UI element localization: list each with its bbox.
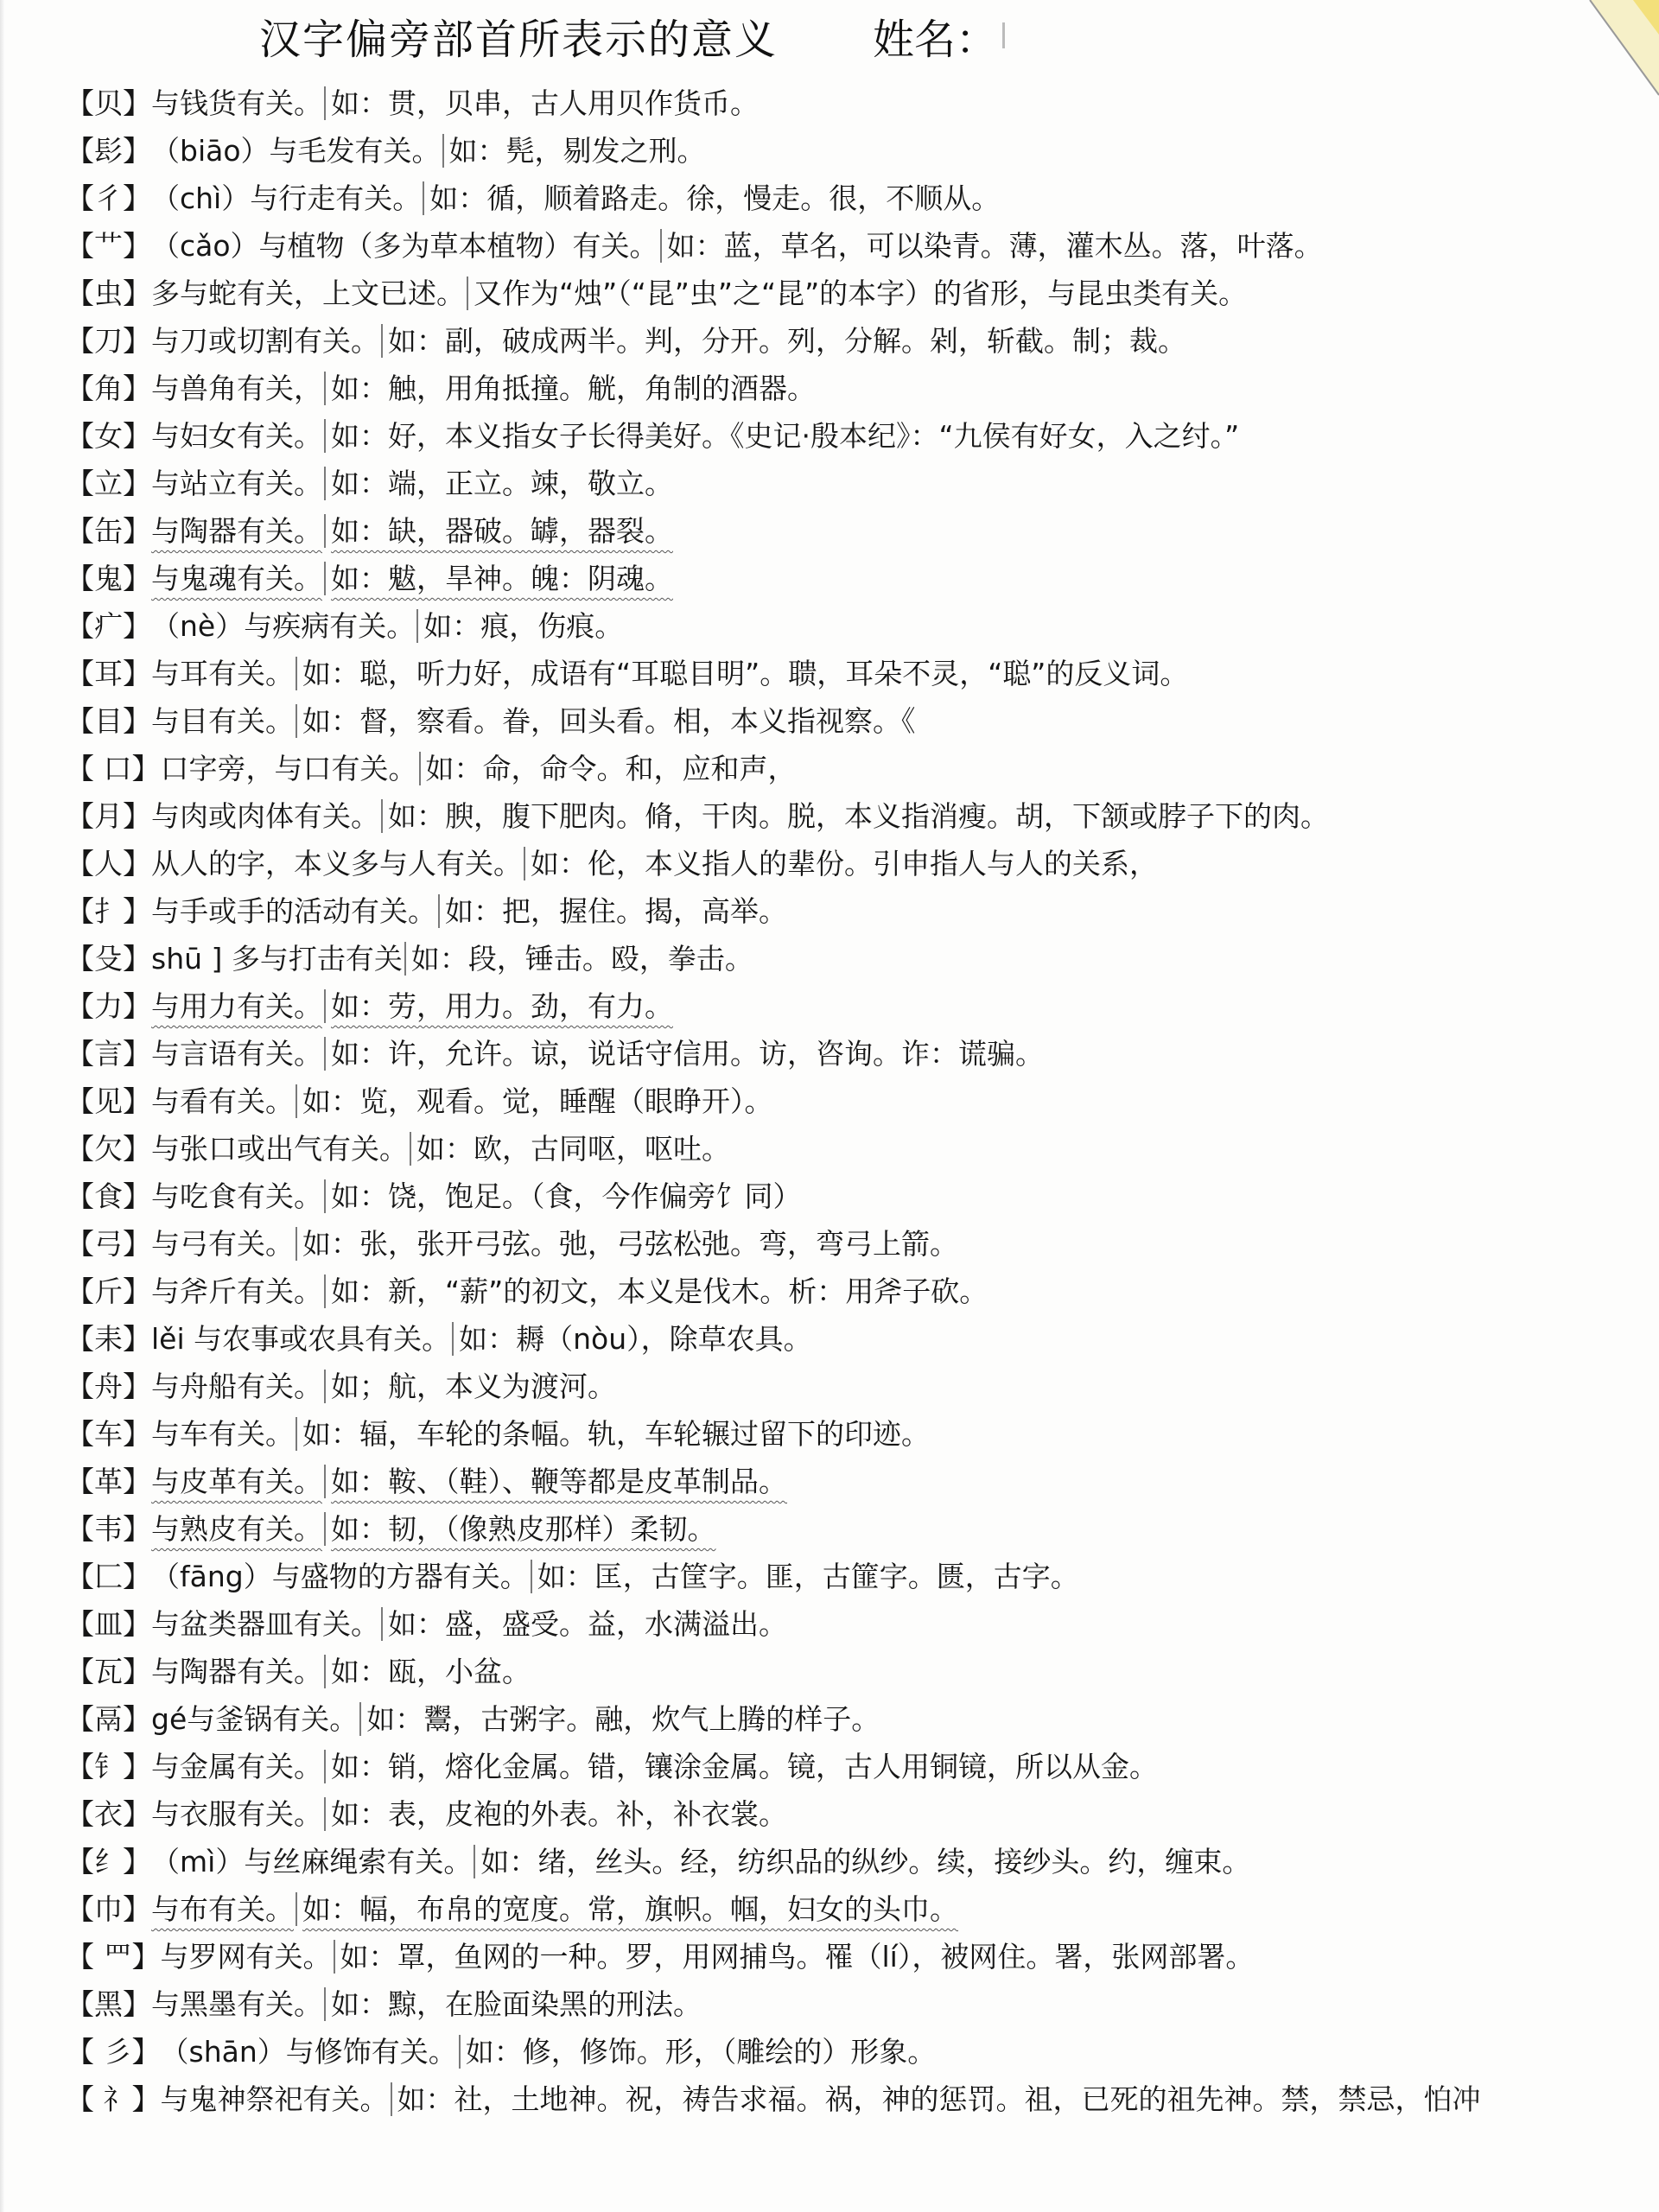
radical-entry: [66, 697, 1633, 745]
radical-meaning: 与目有关。: [151, 704, 294, 738]
radical-meaning: gé与釜锅有关。: [151, 1702, 359, 1736]
radical-entry: [66, 412, 1633, 460]
radical-example: 如：痕，伤痕。: [416, 609, 623, 643]
radical-example: 如：聪，听力好，成语有“耳聪目明”。聩，耳朵不灵，“聪”的反义词。: [296, 657, 1188, 690]
radical-meaning: 与鬼魂有关。: [151, 562, 322, 595]
radical-glyph: 【立】: [66, 467, 151, 500]
radical-example: 如：韧，（像熟皮那样）柔韧。: [324, 1512, 716, 1546]
radical-meaning: 与金属有关。: [151, 1750, 322, 1783]
radical-entry: [66, 792, 1633, 840]
radical-example: 又作为“烛”（“昆”虫”之“昆”的本字）的省形，与昆虫类有关。: [467, 276, 1247, 310]
radical-glyph: 【韦】: [66, 1512, 151, 1546]
radical-glyph: 【革】: [66, 1465, 151, 1498]
radical-entry: [66, 602, 1633, 650]
radical-example: 如：社，土地神。祝，祷告求福。祸，神的惩罚。祖，已死的祖先神。禁，禁忌，怕冲: [391, 2082, 1481, 2116]
radical-glyph: 【人】: [66, 847, 151, 880]
radical-entry: [66, 127, 1633, 175]
radical-meaning: 与斧斤有关。: [151, 1274, 322, 1308]
radical-example: 如：伦，本义指人的辈份。引申指人与人的关系，: [524, 847, 1158, 880]
radical-example: 如：好，本义指女子长得美好。《史记·殷本纪》：“九侯有好女，入之纣。”: [324, 419, 1239, 453]
radical-example: 如：黥，在脸面染黑的刑法。: [324, 1987, 702, 2021]
radical-glyph: 【女】: [66, 419, 151, 453]
document-header: [259, 5, 1012, 66]
radical-example: 如：命，命令。和，应和声，: [419, 752, 797, 785]
radical-example: 如：许，允许。谅，说话守信用。访，咨询。诈：谎骗。: [324, 1037, 1044, 1071]
radical-example: 如：销，熔化金属。错，镶涂金属。镜，古人用铜镜，所以从金。: [324, 1750, 1158, 1783]
radical-entry: [66, 1315, 1633, 1363]
radical-example: 如：督，察看。眷，回头看。相，本义指视察。《: [296, 704, 916, 738]
radical-entry: [66, 745, 1633, 792]
radical-entry: [66, 1268, 1633, 1315]
radical-entry: [66, 1505, 1633, 1553]
radical-meaning: （nè）与疾病有关。: [151, 609, 416, 643]
radical-glyph: 【黑】: [66, 1987, 151, 2021]
radical-glyph: 【匚】: [66, 1560, 151, 1593]
radical-example: 如：循，顺着路走。徐，慢走。很，不顺从。: [423, 181, 1000, 215]
radical-meaning: 与盆类器皿有关。: [151, 1607, 379, 1641]
radical-example: 如：瓯，小盆。: [324, 1655, 531, 1688]
radical-example: 如：端，正立。竦，敬立。: [324, 467, 673, 500]
radical-glyph: 【钅】: [66, 1750, 151, 1783]
radical-example: 如：副，破成两半。判，分开。列，分解。剁，斩截。制；裁。: [381, 324, 1186, 358]
radical-entry: [66, 1030, 1633, 1077]
radical-example: 如：魃，旱神。魄：阴魂。: [324, 562, 673, 595]
radical-entry: [66, 1173, 1633, 1220]
radical-glyph: 【弓】: [66, 1227, 151, 1261]
radical-meaning: （fāng）与盛物的方器有关。: [151, 1560, 529, 1593]
radical-glyph: 【见】: [66, 1084, 151, 1118]
radical-meaning: 与耳有关。: [151, 657, 294, 690]
radical-list: [66, 79, 1633, 2123]
radical-entry: [66, 1458, 1633, 1505]
radical-entry: [66, 1600, 1633, 1648]
radical-glyph: 【衣】: [66, 1797, 151, 1831]
radical-example: 如：鞍、（鞋）、鞭等都是皮革制品。: [324, 1465, 787, 1498]
radical-entry: [66, 1790, 1633, 1838]
radical-entry: [66, 1648, 1633, 1695]
radical-glyph: 【斤】: [66, 1274, 151, 1308]
radical-meaning: 与手或手的活动有关。: [151, 894, 436, 928]
radical-example: 如：把，握住。揭，高举。: [438, 894, 787, 928]
radical-meaning: 与舟船有关。: [151, 1370, 322, 1403]
radical-example: 如：段，锤击。殴，拳击。: [404, 942, 753, 976]
radical-entry: [66, 317, 1633, 365]
radical-example: 如：髡，剔发之刑。: [442, 134, 706, 168]
radical-glyph: 【角】: [66, 372, 151, 405]
radical-meaning: （mì）与丝麻绳索有关。: [151, 1845, 473, 1878]
name-blank: [1002, 22, 1012, 48]
radical-glyph: 【车】: [66, 1417, 151, 1451]
radical-glyph: 【舟】: [66, 1370, 151, 1403]
radical-meaning: 多与蛇有关，上文已述。: [151, 276, 465, 310]
radical-glyph: 【艹】: [66, 229, 151, 263]
radical-entry: [66, 175, 1633, 222]
radical-meaning: （biāo）与毛发有关。: [151, 134, 441, 168]
radical-example: 如；航，本义为渡河。: [324, 1370, 616, 1403]
radical-example: 如：盛，盛受。益，水满溢出。: [381, 1607, 787, 1641]
radical-meaning: 与车有关。: [151, 1417, 294, 1451]
radical-meaning: shū ] 多与打击有关: [151, 942, 403, 976]
radical-example: 如：幅，布帛的宽度。常，旗帜。帼，妇女的头巾。: [296, 1892, 958, 1926]
name-label: 姓名：: [873, 15, 998, 64]
radical-glyph: 【虫】: [66, 276, 151, 310]
radical-entry: [66, 982, 1633, 1030]
radical-entry: [66, 935, 1633, 982]
radical-glyph: 【鬼】: [66, 562, 151, 595]
radical-meaning: 与兽角有关，: [151, 372, 322, 405]
radical-example: 如：绪，丝头。经，纺织品的纵纱。续，接纱头。约，缠束。: [474, 1845, 1250, 1878]
radical-glyph: 【扌】: [66, 894, 151, 928]
radical-glyph: 【食】: [66, 1179, 151, 1213]
radical-glyph: 【彳】: [66, 181, 151, 215]
radical-glyph: 【目】: [66, 704, 151, 738]
radical-entry: [66, 1980, 1633, 2028]
radical-meaning: 与弓有关。: [151, 1227, 294, 1261]
radical-example: 如：欧，古同呕，呕吐。: [410, 1132, 730, 1166]
radical-entry: [66, 1838, 1633, 1885]
radical-example: 如：贯，贝串，古人用贝作货币。: [324, 86, 759, 120]
radical-meaning: （cǎo）与植物（多为草本植物）有关。: [151, 229, 658, 263]
radical-entry: [66, 222, 1633, 270]
document-title: 汉字偏旁部首所表示的意义: [259, 15, 779, 64]
radical-meaning: 与布有关。: [151, 1892, 294, 1926]
radical-glyph: 【纟】: [66, 1845, 151, 1878]
radical-entry: [66, 1410, 1633, 1458]
radical-meaning: 与黑墨有关。: [151, 1987, 322, 2021]
radical-entry: [66, 1933, 1633, 1980]
radical-example: 如：罩，鱼网的一种。罗，用网捕鸟。罹（lí），被网住。署，张网部署。: [334, 1940, 1255, 1974]
radical-entry: [66, 1695, 1633, 1743]
radical-glyph: 【巾】: [66, 1892, 151, 1926]
radical-glyph: 【 彡】: [66, 2035, 161, 2069]
radical-example: 如：辐，车轮的条幅。轨，车轮辗过留下的印迹。: [296, 1417, 930, 1451]
radical-example: 如：张，张开弓弦。弛，弓弦松弛。弯，弯弓上箭。: [296, 1227, 958, 1261]
radical-glyph: 【言】: [66, 1037, 151, 1071]
radical-entry: [66, 1220, 1633, 1268]
radical-example: 如：耨（nòu），除草农具。: [452, 1322, 812, 1356]
radical-entry: [66, 460, 1633, 507]
radical-glyph: 【月】: [66, 799, 151, 833]
radical-entry: [66, 887, 1633, 935]
radical-meaning: 与肉或肉体有关。: [151, 799, 379, 833]
radical-meaning: 与陶器有关。: [151, 1655, 322, 1688]
radical-meaning: 与罗网有关。: [160, 1940, 332, 1974]
radical-entry: [66, 507, 1633, 555]
radical-entry: [66, 1743, 1633, 1790]
radical-meaning: 与看有关。: [151, 1084, 294, 1118]
radical-glyph: 【缶】: [66, 514, 151, 548]
radical-glyph: 【瓦】: [66, 1655, 151, 1688]
radical-example: 如：修，修饰。形，（雕绘的）形象。: [459, 2035, 937, 2069]
radical-example: 如：缺，器破。罅，器裂。: [324, 514, 673, 548]
radical-entry: [66, 840, 1633, 887]
radical-meaning: 与衣服有关。: [151, 1797, 322, 1831]
radical-glyph: 【力】: [66, 989, 151, 1023]
radical-meaning: （shān）与修饰有关。: [160, 2035, 457, 2069]
radical-glyph: 【鬲】: [66, 1702, 151, 1736]
radical-meaning: 与皮革有关。: [151, 1465, 322, 1498]
radical-meaning: 与站立有关。: [151, 467, 322, 500]
radical-example: 如：鬻，古粥字。融，炊气上腾的样子。: [359, 1702, 880, 1736]
radical-glyph: 【刀】: [66, 324, 151, 358]
radical-glyph: 【疒】: [66, 609, 151, 643]
radical-entry: [66, 2075, 1633, 2123]
radical-entry: [66, 1553, 1633, 1600]
radical-example: 如：蓝，草名，可以染青。薄，灌木丛。落，叶落。: [660, 229, 1323, 263]
radical-example: 如：新，“薪”的初文，本义是伐木。析：用斧子砍。: [324, 1274, 988, 1308]
radical-glyph: 【 罒】: [66, 1940, 161, 1974]
radical-meaning: 与熟皮有关。: [151, 1512, 322, 1546]
radical-example: 如：劳，用力。劲，有力。: [324, 989, 673, 1023]
radical-meaning: lěi 与农事或农具有关。: [151, 1322, 451, 1356]
radical-glyph: 【 口】: [66, 752, 161, 785]
radical-example: 如：匡，古筐字。匪，古篚字。匮，古字。: [531, 1560, 1079, 1593]
radical-glyph: 【髟】: [66, 134, 151, 168]
radical-entry: [66, 650, 1633, 697]
radical-meaning: 与用力有关。: [151, 989, 322, 1023]
radical-entry: [66, 1885, 1633, 1933]
radical-example: 如：饶，饱足。（食，今作偏旁饣同）: [324, 1179, 802, 1213]
radical-example: 如：表，皮袍的外表。补，补衣裳。: [324, 1797, 787, 1831]
radical-glyph: 【耳】: [66, 657, 151, 690]
radical-meaning: 与吃食有关。: [151, 1179, 322, 1213]
radical-meaning: 与陶器有关。: [151, 514, 322, 548]
radical-glyph: 【耒】: [66, 1322, 151, 1356]
radical-glyph: 【 礻】: [66, 2082, 161, 2116]
radical-entry: [66, 1077, 1633, 1125]
radical-entry: [66, 1363, 1633, 1410]
radical-meaning: 与鬼神祭祀有关。: [160, 2082, 389, 2116]
radical-entry: [66, 2028, 1633, 2075]
page-edge-shadow: [0, 0, 5, 2212]
radical-meaning: 从人的字，本义多与人有关。: [151, 847, 522, 880]
radical-entry: [66, 79, 1633, 127]
radical-entry: [66, 555, 1633, 602]
radical-meaning: （chì）与行走有关。: [151, 181, 422, 215]
radical-glyph: 【欠】: [66, 1132, 151, 1166]
radical-entry: [66, 270, 1633, 317]
radical-meaning: 与妇女有关。: [151, 419, 322, 453]
radical-meaning: 与张口或出气有关。: [151, 1132, 408, 1166]
radical-meaning: 与言语有关。: [151, 1037, 322, 1071]
radical-glyph: 【贝】: [66, 86, 151, 120]
radical-entry: [66, 1125, 1633, 1173]
radical-example: 如：览，观看。觉，睡醒（眼睁开）。: [296, 1084, 773, 1118]
radical-meaning: 与钱货有关。: [151, 86, 322, 120]
radical-glyph: 【皿】: [66, 1607, 151, 1641]
radical-meaning: 与刀或切割有关。: [151, 324, 379, 358]
radical-entry: [66, 365, 1633, 412]
radical-example: 如：腴，腹下肥肉。脩，干肉。脱，本义指消瘦。胡，下颔或脖子下的肉。: [381, 799, 1329, 833]
radical-meaning: 口字旁，与口有关。: [160, 752, 417, 785]
radical-glyph: 【殳】: [66, 942, 151, 976]
radical-example: 如：触，用角抵撞。觥，角制的酒器。: [324, 372, 816, 405]
